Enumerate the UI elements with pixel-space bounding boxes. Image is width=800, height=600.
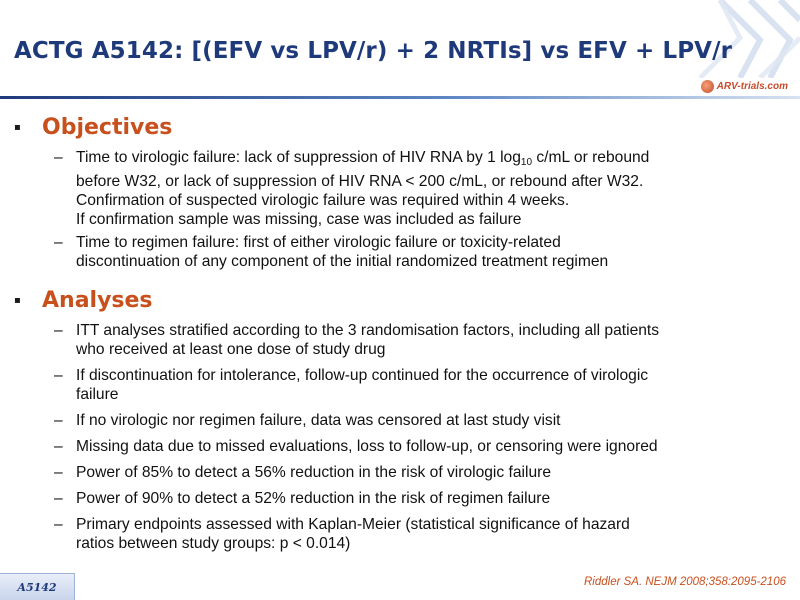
item-line: ratios between study groups: p < 0.014) (76, 535, 351, 552)
arv-trials-logo-icon (701, 80, 714, 93)
item-line: Primary endpoints assessed with Kaplan-Meier (statistical significance of hazard (76, 516, 630, 533)
item-line: Missing data due to missed evaluations, loss to follow-up, or censoring were ignored (76, 438, 658, 455)
list-item (14, 148, 794, 229)
list-item (14, 233, 794, 271)
logo-text: ARV-trials.com (716, 81, 788, 92)
item-line: discontinuation of any component of the initial randomized treatment regimen (76, 253, 609, 270)
title-divider (0, 96, 800, 99)
slide-title: ACTG A5142: [(EFV vs LPV/r) + 2 NRTIs] vs EFV + LPV/r (14, 38, 733, 64)
item-line: Confirmation of suspected virologic failure was required within 4 weeks. (76, 192, 570, 209)
list-item (14, 321, 794, 359)
item-line: Power of 85% to detect a 56% reduction in the risk of virologic failure (76, 464, 551, 481)
item-line: ITT analyses stratified according to the 3 randomisation factors, including all patients (76, 322, 660, 339)
section-heading-label: Analyses (42, 287, 153, 313)
dash-bullet: – (54, 412, 63, 429)
list-item (14, 489, 794, 508)
dash-bullet: – (54, 367, 63, 384)
slide-content (14, 110, 794, 553)
item-line: If no virologic nor regimen failure, data was censored at last study visit (76, 412, 561, 429)
subscript: 10 (520, 157, 533, 168)
item-line: failure (76, 386, 119, 403)
square-bullet-icon: ▪ (14, 294, 21, 306)
square-bullet-icon: ▪ (14, 121, 21, 133)
list-item (14, 411, 794, 430)
item-line: who received at least one dose of study drug (76, 341, 386, 358)
item-line: Time to regimen failure: first of either virologic failure or toxicity-related (76, 234, 561, 251)
dash-bullet: – (54, 322, 63, 339)
item-line: If discontinuation for intolerance, follow-up continued for the occurrence of virologic (76, 367, 649, 384)
section-heading-analyses (14, 283, 794, 317)
item-line: Power of 90% to detect a 52% reduction in the risk of regimen failure (76, 490, 551, 507)
dash-bullet: – (54, 516, 63, 533)
list-item (14, 463, 794, 482)
dash-bullet: – (54, 464, 63, 481)
dash-bullet: – (54, 438, 63, 455)
dash-bullet: – (54, 234, 63, 251)
list-item (14, 515, 794, 553)
item-line: before W32, or lack of suppression of HIV RNA < 200 c/mL, or rebound after W32. (76, 173, 644, 190)
section-heading-label: Objectives (42, 114, 173, 140)
section-heading-objectives (14, 110, 794, 144)
item-line: If confirmation sample was missing, case was included as failure (76, 211, 522, 228)
dash-bullet: – (54, 490, 63, 507)
citation: Riddler SA. NEJM 2008;358:2095-2106 (583, 576, 786, 588)
arv-trials-logo (701, 80, 788, 93)
list-item (14, 437, 794, 456)
trial-tag: A5142 (0, 573, 75, 600)
item-line: Time to virologic failure: lack of suppression of HIV RNA by 1 $\log_{10} c/mL$ or rebound (76, 149, 650, 168)
dash-bullet: – (54, 149, 63, 166)
list-item (14, 366, 794, 404)
